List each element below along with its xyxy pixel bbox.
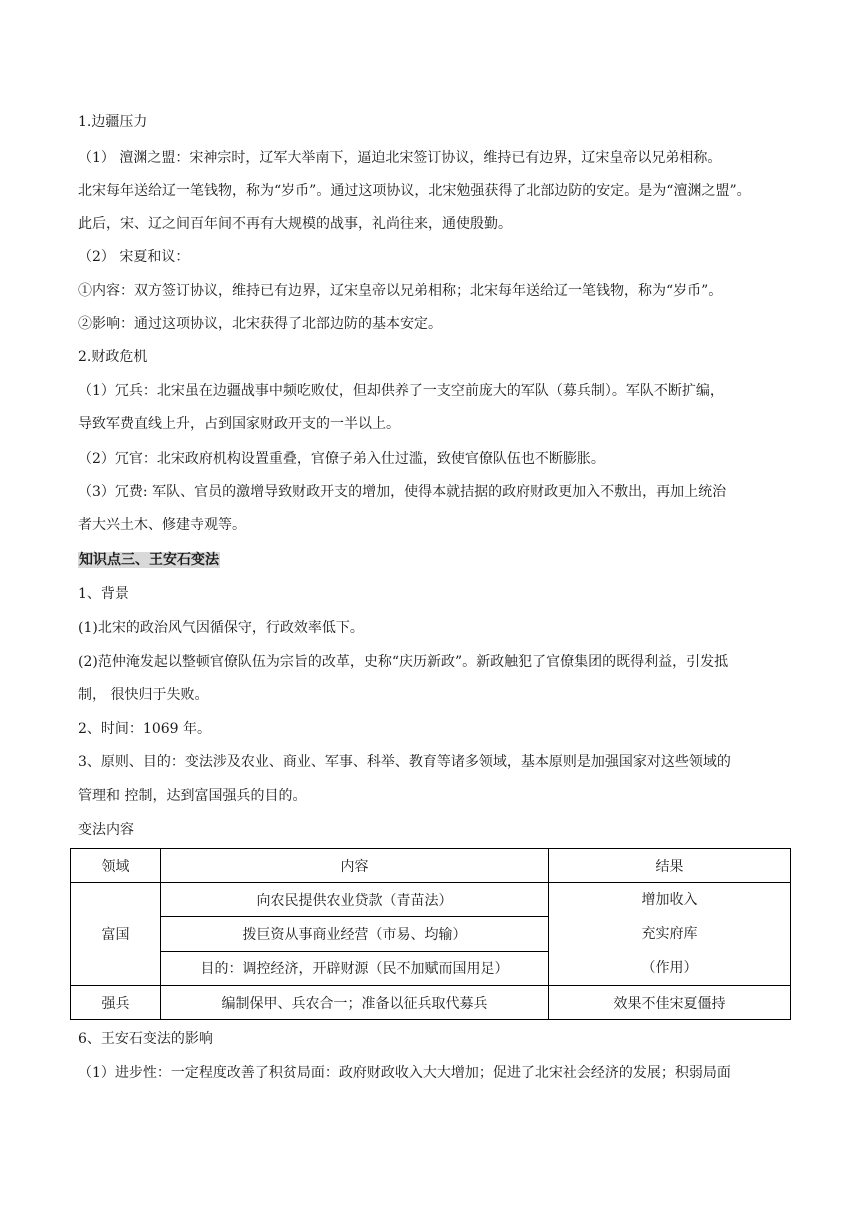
paragraph-line: 2、时间：1069 年。 (78, 721, 211, 737)
paragraph-line: （3）冗费: 军队、官员的激增导致财政开支的增加，使得本就拮据的政府财政更加入不敷出，再加上统治 (78, 484, 727, 500)
paragraph-line: 3、原则、目的：变法涉及农业、商业、军事、科举、教育等诸多领域，基本原则是加强国家对这些领域的 (78, 754, 731, 770)
paragraph-line: 者大兴土木、修建寺观等。 (78, 517, 246, 533)
result-line: （作用） (641, 960, 698, 976)
reform-content-table (70, 848, 791, 1020)
result-cell-qiangbing: 效果不佳宋夏僵持 (549, 986, 791, 1020)
result-cell-fuguo (549, 883, 791, 986)
table-row (71, 883, 791, 917)
result-line: 充实府库 (641, 926, 698, 942)
paragraph-line: 此后，宋、辽之间百年间不再有大规模的战事，礼尚往来，通使殷勤。 (78, 216, 512, 232)
table-caption: 变法内容 (78, 822, 134, 838)
section-heading-impact: 6、王安石变法的影响 (78, 1031, 213, 1047)
content-cell: 向农民提供农业贷款（青苗法） (161, 883, 549, 917)
table-header-row (71, 849, 791, 883)
paragraph-line: （2） 宋夏和议： (78, 249, 190, 265)
paragraph-line: (1)北宋的政治风气因循保守，行政效率低下。 (78, 620, 364, 636)
header-content: 内容 (161, 849, 549, 883)
paragraph-line: （2）冗官：北宋政府机构设置重叠，官僚子弟入仕过滥，致使官僚队伍也不断膨胀。 (78, 451, 605, 467)
result-line: 增加收入 (641, 892, 698, 908)
paragraph-line: 制， 很快归于失败。 (78, 687, 209, 703)
paragraph-line: （1）冗兵：北宋虽在边疆战事中频吃败仗，但却供养了一支空前庞大的军队（募兵制）。军队不断扩编， (78, 383, 724, 399)
field-cell-qiangbing: 强兵 (71, 986, 161, 1020)
knowledge-point-heading (78, 550, 220, 570)
content-cell: 编制保甲、兵农合一；准备以征兵取代募兵 (161, 986, 549, 1020)
paragraph-line: 导致军费直线上升，占到国家财政开支的一半以上。 (78, 416, 400, 432)
field-cell-fuguo: 富国 (71, 883, 161, 986)
highlighted-heading-text: 知识点三、王安石变法 (79, 552, 219, 568)
paragraph-line: （1）进步性：一定程度改善了积贫局面：政府财政收入大大增加；促进了北宋社会经济的发展；积弱局面 (78, 1065, 731, 1081)
content-cell: 拨巨资从事商业经营（市易、均输） (161, 917, 549, 951)
content-cell: 目的：调控经济，开辟财源（民不加赋而国用足） (161, 951, 549, 985)
paragraph-line: 管理和 控制，达到富国强兵的目的。 (78, 788, 307, 804)
paragraph-line: 1、背景 (78, 586, 129, 602)
header-field: 领域 (71, 849, 161, 883)
table-row (71, 986, 791, 1020)
section-heading-finance: 2.财政危机 (78, 349, 148, 365)
paragraph-line: 北宋每年送给辽一笔钱物，称为“岁币”。通过这项协议，北宋勉强获得了北部边防的安定。是为“澶渊之盟”。 (78, 183, 751, 199)
header-result: 结果 (549, 849, 791, 883)
paragraph-line: ②影响：通过这项协议，北宋获得了北部边防的基本安定。 (78, 316, 442, 332)
paragraph-line: (2)范仲淹发起以整顿官僚队伍为宗旨的改革，史称“庆历新政”。新政触犯了官僚集团的既得利益，引发抵 (78, 654, 729, 670)
paragraph-line: ①内容：双方签订协议，维持已有边界，辽宋皇帝以兄弟相称；北宋每年送给辽一笔钱物，称为“岁币”。 (78, 283, 723, 299)
paragraph-line: （1） 澶渊之盟：宋神宗时，辽军大举南下，逼迫北宋签订协议，维持已有边界，辽宋皇帝以兄弟相称。 (78, 150, 722, 166)
section-heading-frontier: 1.边疆压力 (78, 114, 148, 130)
